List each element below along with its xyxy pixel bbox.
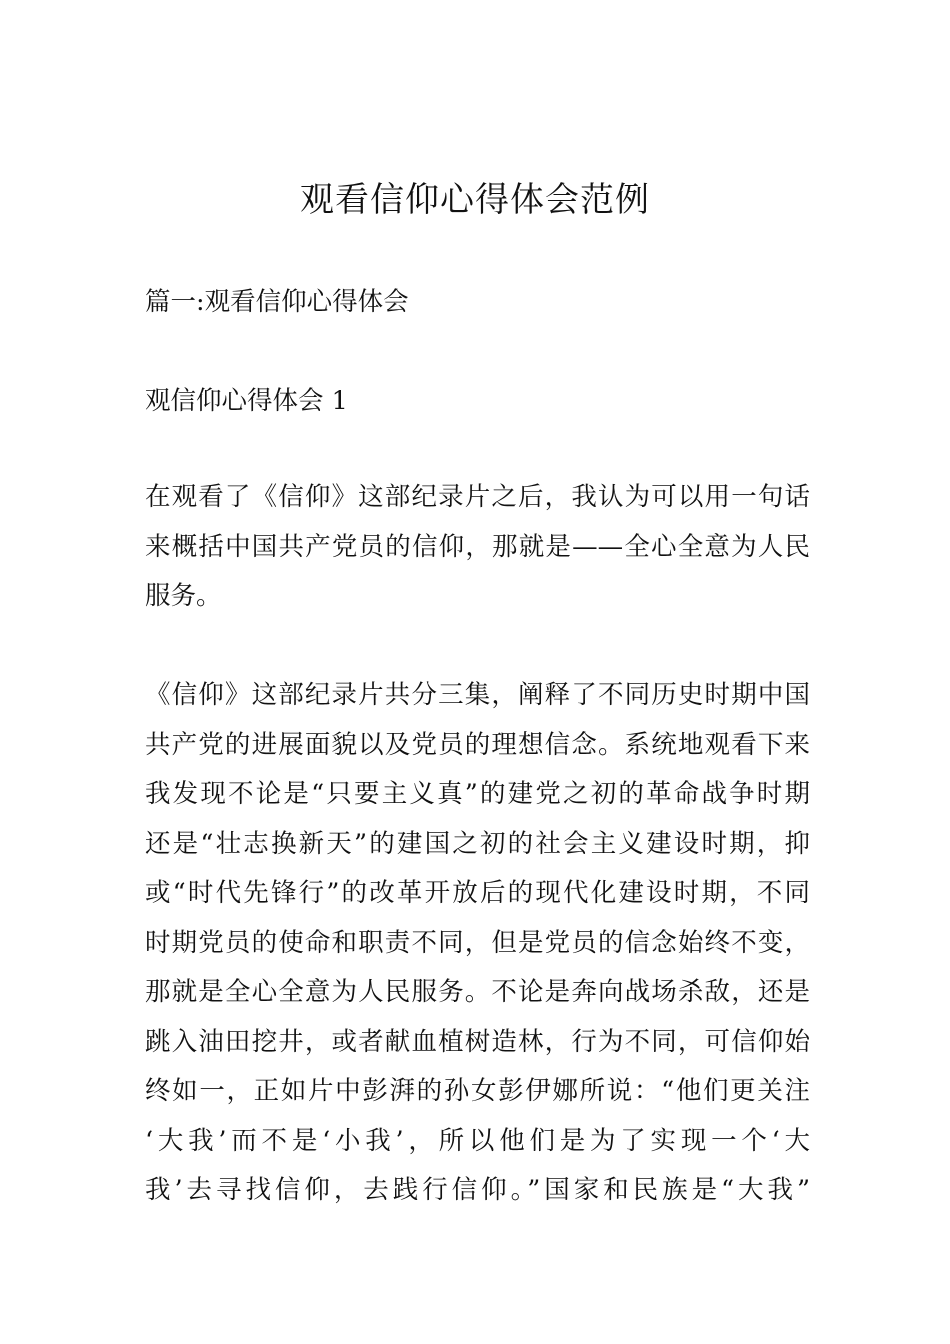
paragraph-2-line: 还是“壮志换新天”的建国之初的社会主义建设时期，抑 [145, 828, 810, 859]
document-title: 观看信仰心得体会范例 [300, 180, 650, 220]
paragraph-2-line: 时期党员的使命和职责不同，但是党员的信念始终不变， [145, 927, 810, 958]
paragraph-2-line: 共产党的进展面貌以及党员的理想信念。系统地观看下来 [145, 729, 810, 760]
paragraph-1-line: 在观看了《信仰》这部纪录片之后，我认为可以用一句话 [145, 482, 810, 512]
paragraph-2-line: 我’去寻找信仰，去践行信仰。”国家和民族是“大我” [145, 1175, 810, 1205]
paragraph-2-line: 《信仰》这部纪录片共分三集，阐释了不同历史时期中国 [145, 680, 810, 710]
paragraph-1-line: 服务。 [145, 581, 222, 611]
paragraph-1-line: 来概括中国共产党员的信仰，那就是——全心全意为人民 [145, 531, 810, 562]
paragraph-2-line: 或“时代先锋行”的改革开放后的现代化建设时期，不同 [145, 878, 810, 908]
paragraph-2-line: 那就是全心全意为人民服务。不论是奔向战场杀敌，还是 [145, 977, 810, 1007]
paragraph-2-line: 跳入油田挖井，或者献血植树造林，行为不同，可信仰始 [145, 1026, 810, 1057]
paragraph-2-line: ‘大我’而不是‘小我’，所以他们是为了实现一个‘大 [145, 1125, 810, 1156]
paragraph-2-line: 终如一，正如片中彭湃的孙女彭伊娜所说：“他们更关注 [145, 1076, 810, 1106]
section-heading: 篇一:观看信仰心得体会 [145, 287, 409, 317]
paragraph-1 [145, 473, 810, 622]
paragraph-2 [145, 671, 810, 1216]
subheading: 观信仰心得体会 1 [145, 386, 348, 416]
paragraph-2-line: 我发现不论是“只要主义真”的建党之初的革命战争时期 [145, 779, 810, 809]
